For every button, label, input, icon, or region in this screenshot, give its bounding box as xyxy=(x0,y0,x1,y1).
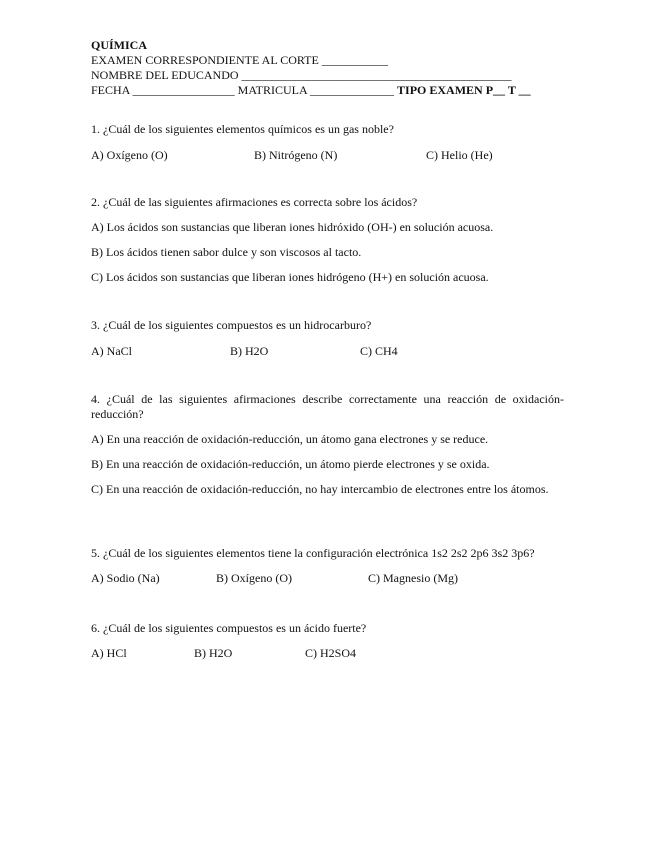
exam-type-text: TIPO EXAMEN P__ T __ xyxy=(397,83,531,97)
question-5: 5. ¿Cuál de los siguientes elementos tiene la configuración electrónica 1s2 2s2 2p6 3s2 3p6? xyxy=(91,546,535,560)
question-1-option-a: A) Oxígeno (O) xyxy=(91,148,168,162)
question-6-option-c: C) H2SO4 xyxy=(305,646,357,660)
question-1: 1. ¿Cuál de los siguientes elementos químicos es un gas noble? xyxy=(91,122,394,136)
question-1-option-b: B) Nitrógeno (N) xyxy=(254,148,338,162)
question-2-option-c: C) Los ácidos son sustancias que liberan iones hidrógeno (H+) en solución acuosa. xyxy=(91,270,489,284)
date-matricula-text: FECHA _________________ MATRICULA ______________ xyxy=(91,83,398,97)
question-5-option-b: B) Oxígeno (O) xyxy=(216,571,292,585)
question-4-option-b: B) En una reacción de oxidación-reducción, un átomo pierde electrones y se oxida. xyxy=(91,457,490,471)
question-2-option-a: A) Los ácidos son sustancias que liberan iones hidróxido (OH-) en solución acuosa. xyxy=(91,220,494,234)
question-3-option-c: C) CH4 xyxy=(360,344,398,358)
question-6-option-a: A) HCl xyxy=(91,646,127,660)
date-id-line xyxy=(91,83,531,97)
student-name-line: NOMBRE DEL EDUCANDO _____________________________________________ xyxy=(91,68,512,82)
question-5-option-c: C) Magnesio (Mg) xyxy=(368,571,458,585)
exam-cut-line: EXAMEN CORRESPONDIENTE AL CORTE ___________ xyxy=(91,53,388,67)
question-4-option-c: C) En una reacción de oxidación-reducción, no hay intercambio de electrones entre los átomos. xyxy=(91,482,549,496)
question-3: 3. ¿Cuál de los siguientes compuestos es un hidrocarburo? xyxy=(91,318,372,332)
question-4-option-a: A) En una reacción de oxidación-reducción, un átomo gana electrones y se reduce. xyxy=(91,432,489,446)
subject-title: QUÍMICA xyxy=(91,38,147,52)
question-3-option-a: A) NaCl xyxy=(91,344,132,358)
question-1-option-c: C) Helio (He) xyxy=(426,148,493,162)
question-2: 2. ¿Cuál de las siguientes afirmaciones es correcta sobre los ácidos? xyxy=(91,195,418,209)
question-6-option-b: B) H2O xyxy=(194,646,233,660)
question-2-option-b: B) Los ácidos tienen sabor dulce y son viscosos al tacto. xyxy=(91,245,362,259)
question-3-option-b: B) H2O xyxy=(230,344,269,358)
question-5-option-a: A) Sodio (Na) xyxy=(91,571,160,585)
question-6: 6. ¿Cuál de los siguientes compuestos es un ácido fuerte? xyxy=(91,621,367,635)
question-4: 4. ¿Cuál de las siguientes afirmaciones describe correctamente una reacción de oxidación-reducción? xyxy=(91,392,564,421)
